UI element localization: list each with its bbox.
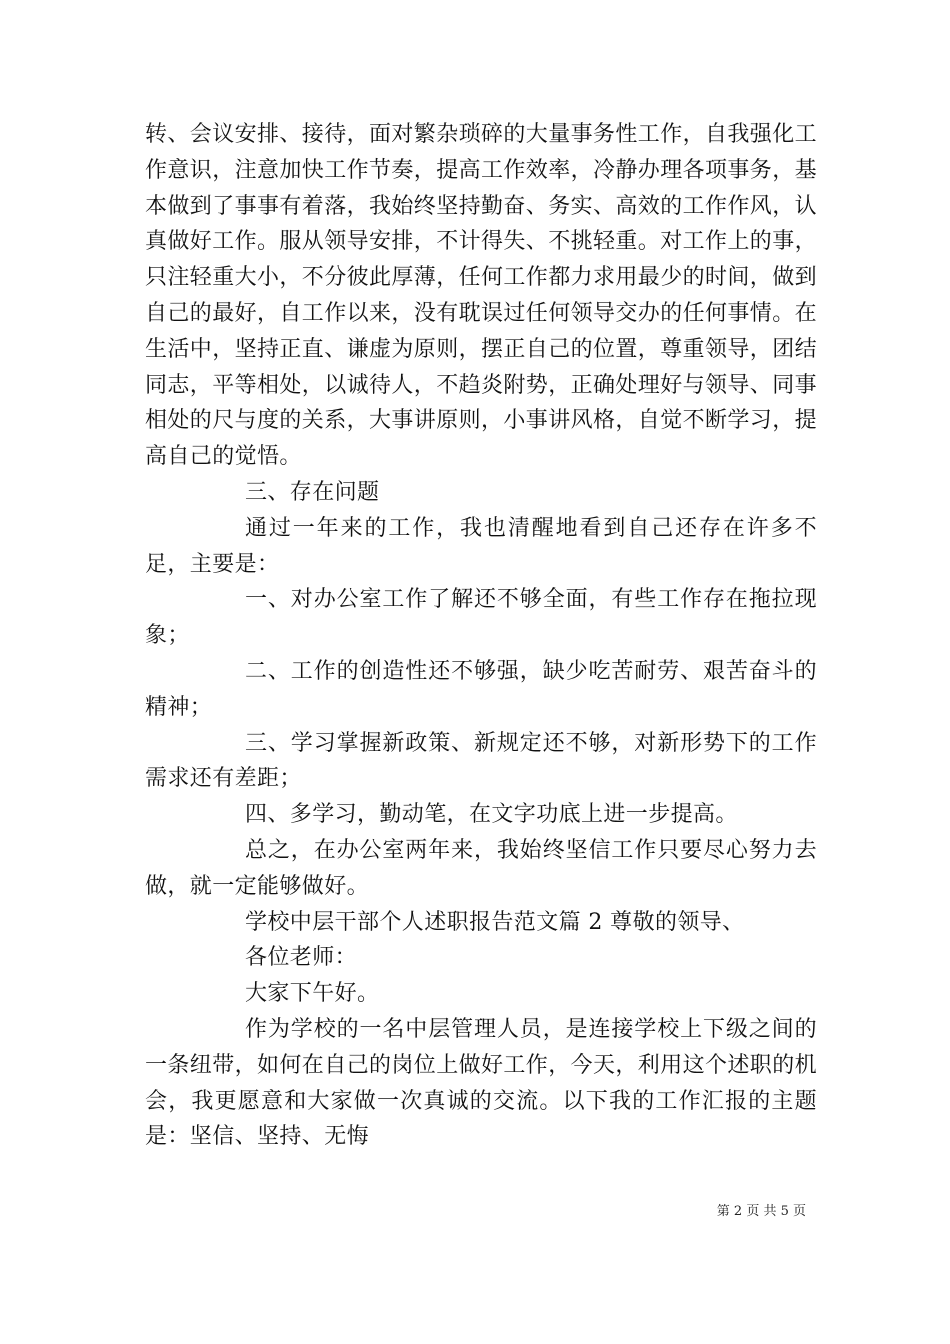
greeting: 大家下午好。: [245, 981, 380, 1007]
paragraph-work-attitude: 转、会议安排、接待，面对繁杂琐碎的大量事务性工作，自我强化工作意识，注意加快工作节奏，提高工作效率，冷静办理各项事务，基本做到了事事有着落，我始终坚持勤奋、务实、高效的工作作风，认真做好工作。服从领导安排，不计得失、不挑轻重。对工作上的事，只注轻重大小，不分彼此厚薄，任何工作都力求用最少的时间，做到自己的最好，自工作以来，没有耽误过任何领导交办的任何事情。在生活中，坚持正直、谦虚为原则，摆正自己的位置，尊重领导，团结同志，平等相处，以诚待人，不趋炎附势，正确处理好与领导、同事相处的尺与度的关系，大事讲原则，小事讲风格，自觉不断学习，提高自己的觉悟。: [145, 122, 818, 470]
list-item-problem-4: 四、多学习，勤动笔，在文字功底上进一步提高。: [245, 802, 738, 828]
list-item-problem-3: 三、学习掌握新政策、新规定还不够，对新形势下的工作需求还有差距；: [145, 730, 817, 792]
heading-existing-problems: 三、存在问题: [245, 479, 380, 505]
paragraph-problems-intro: 通过一年来的工作，我也清醒地看到自己还存在许多不足，主要是：: [145, 515, 817, 577]
document-body: [145, 117, 817, 1155]
section-title-report-2: 学校中层干部个人述职报告范文篇 2 尊敬的领导、: [245, 909, 745, 935]
paragraph-summary: 总之，在办公室两年来，我始终坚信工作只要尽心努力去做，就一定能够做好。: [145, 837, 817, 899]
paragraph-introduction: 作为学校的一名中层管理人员，是连接学校上下级之间的一条纽带，如何在自己的岗位上做好工作，今天，利用这个述职的机会，我更愿意和大家做一次真诚的交流。以下我的工作汇报的主题是：坚信、坚持、无悔: [145, 1016, 818, 1150]
list-item-problem-2: 二、工作的创造性还不够强，缺少吃苦耐劳、艰苦奋斗的精神；: [145, 658, 817, 720]
list-item-problem-1: 一、对办公室工作了解还不够全面，有些工作存在拖拉现象；: [145, 587, 817, 649]
page-number-footer: 第 2 页 共 5 页: [716, 1204, 806, 1219]
salutation-teachers: 各位老师：: [245, 945, 358, 971]
